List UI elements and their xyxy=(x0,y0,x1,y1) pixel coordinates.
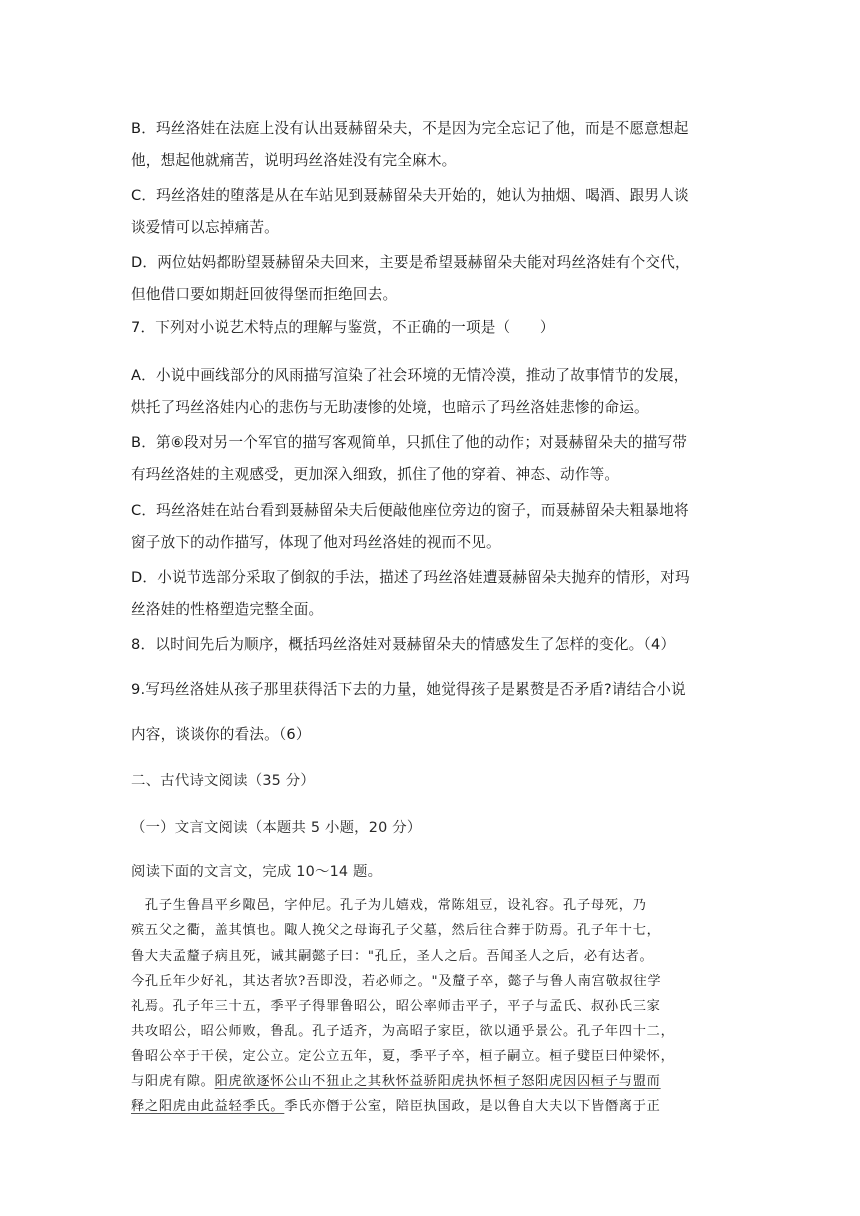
classical-text-line8 xyxy=(131,1072,741,1092)
q7-option-b-line2: 有玛丝洛娃的主观感受，更加深入细致，抓住了他的穿着、神态、动作等。 xyxy=(131,466,620,483)
question-8: 8．以时间先后为顺序，概括玛丝洛娃对聂赫留朵夫的情感发生了怎样的变化。（4） xyxy=(131,636,676,653)
q6-option-b-line2: 他，想起他就痛苦，说明玛丝洛娃没有完全麻木。 xyxy=(131,152,457,169)
q7-option-d-line1: D．小说节选部分采取了倒叙的手法，描述了玛丝洛娃遭聂赫留朵夫抛弃的情形，对玛 xyxy=(131,569,690,586)
q7-option-c-line1: C．玛丝洛娃在站台看到聂赫留朵夫后便敲他座位旁边的窗子，而聂赫留朵夫粗暴地将 xyxy=(131,502,689,519)
classical-text-line9-plain: 季氏亦僭于公室，陪臣执国政，是以鲁自大夫以下皆僭离于正 xyxy=(284,1099,661,1114)
classical-text-line5: 礼焉。孔子年三十五，季平子得罪鲁昭公，昭公率师击平子，平子与孟氏、叔孙氏三家 xyxy=(131,999,661,1014)
q7-option-c-line2: 窗子放下的动作描写，体现了他对玛丝洛娃的视而不见。 xyxy=(131,534,501,551)
classical-text-line4: 今孔丘年少好礼，其达者欤?吾即没，若必师之。"及釐子卒，懿子与鲁人南宫敬叔往学 xyxy=(131,974,662,989)
q7-option-a-line1: A．小说中画线部分的风雨描写渲染了社会环境的无情冷漠，推动了故事情节的发展， xyxy=(131,367,689,384)
q6-option-d-line1: D．两位姑妈都盼望聂赫留朵夫回来，主要是希望聂赫留朵夫能对玛丝洛娃有个交代， xyxy=(131,254,690,271)
q6-option-d-line2: 但他借口要如期赶回彼得堡而拒绝回去。 xyxy=(131,286,398,303)
q6-option-b-line1: B．玛丝洛娃在法庭上没有认出聂赫留朵夫，不是因为完全忘记了他，而是不愿意想起 xyxy=(131,120,689,137)
classical-text-line2: 殡五父之衢，盖其慎也。陬人挽父之母诲孔子父墓，然后往合葬于防焉。孔子年十七， xyxy=(131,923,661,938)
subsection-heading: （一）文言文阅读（本题共 5 小题，20 分） xyxy=(131,820,422,836)
section-heading: 二、古代诗文阅读（35 分） xyxy=(131,773,315,789)
classical-text-line9 xyxy=(131,1097,741,1117)
question-9-line2: 内容，谈谈你的看法。（6） xyxy=(131,726,311,743)
q6-option-c-line2: 谈爱情可以忘掉痛苦。 xyxy=(131,219,279,236)
q7-option-d-line2: 丝洛娃的性格塑造完整全面。 xyxy=(131,601,324,618)
q6-option-c-line1: C．玛丝洛娃的堕落是从在车站见到聂赫留朵夫开始的，她认为抽烟、喝酒、跟男人谈 xyxy=(131,187,689,204)
classical-text-line1: 孔子生鲁昌平乡陬邑，字仲尼。孔子为儿嬉戏，常陈俎豆，设礼容。孔子母死，乃 xyxy=(131,898,647,913)
classical-text-line8-plain: 与阳虎有隙。 xyxy=(131,1074,215,1089)
classical-text-line3: 鲁大夫孟釐子病且死，诫其嗣懿子曰："孔丘，圣人之后。吾闻圣人之后，必有达者。 xyxy=(131,949,654,964)
underlined-sentence-part1: 阳虎欲逐怀公山不狃止之其秋怀益骄阳虎执怀桓子怒阳虎因囚桓子与盟而 xyxy=(214,1074,661,1089)
underlined-sentence-part2: 释之阳虎由此益轻季氏。 xyxy=(131,1099,285,1114)
classical-text-line7: 鲁昭公卒于干侯，定公立。定公立五年，夏，季平子卒，桓子嗣立。桓子嬖臣曰仲梁怀， xyxy=(131,1049,675,1064)
question-9-line1: 9.写玛丝洛娃从孩子那里获得活下去的力量，她觉得孩子是累赘是否矛盾?请结合小说 xyxy=(131,681,686,698)
reading-instruction: 阅读下面的文言文，完成 10～14 题。 xyxy=(131,864,383,880)
q7-option-a-line2: 烘托了玛丝洛娃内心的悲伤与无助凄惨的处境，也暗示了玛丝洛娃悲惨的命运。 xyxy=(131,399,649,416)
q7-stem: 7．下列对小说艺术特点的理解与鉴赏，不正确的一项是（ ） xyxy=(131,319,555,336)
classical-text-line6: 共攻昭公，昭公师败，鲁乱。孔子适齐，为高昭子家臣，欲以通乎景公。孔子年四十二， xyxy=(131,1024,675,1039)
q7-option-b-line1: B．第⑥段对另一个军官的描写客观简单，只抓住了他的动作；对聂赫留朵夫的描写带 xyxy=(131,434,688,451)
